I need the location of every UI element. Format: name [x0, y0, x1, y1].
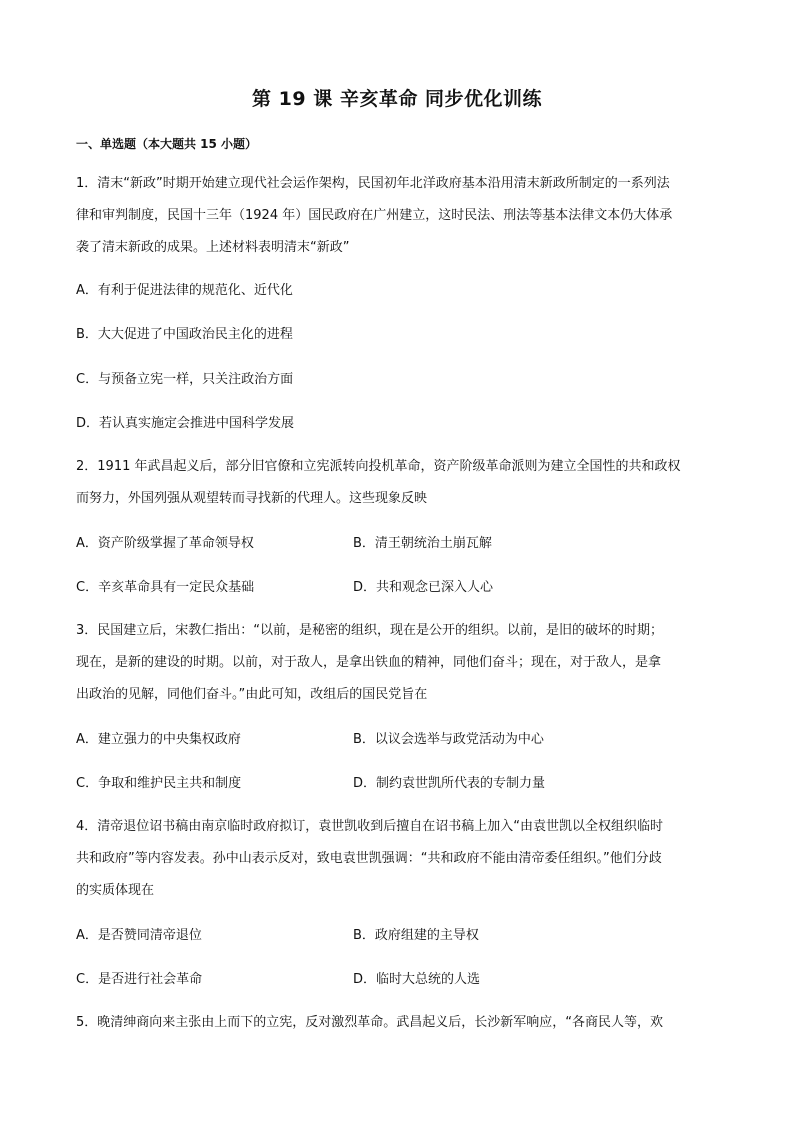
section-heading: 一、单选题（本大题共 15 小题）	[76, 137, 258, 151]
question-3-stem-line: 现在，是新的建设的时期。以前，对于敌人，是拿出铁血的精神，同他们奋斗；现在，对于敌人，是拿	[76, 655, 662, 670]
question-3-option-d[interactable]: D．制约袁世凯所代表的专制力量	[353, 776, 546, 791]
question-1-option-c[interactable]: C．与预备立宪一样，只关注政治方面	[76, 372, 294, 387]
question-1-option-a[interactable]: A．有利于促进法律的规范化、近代化	[76, 283, 293, 298]
question-4-option-b[interactable]: B．政府组建的主导权	[353, 928, 479, 943]
question-1-stem-line: 律和审判制度，民国十三年（1924 年）国民政府在广州建立，这时民法、刑法等基本法律文本仍大体承	[76, 208, 673, 223]
page-title: 第 19 课 辛亥革命 同步优化训练	[252, 88, 542, 110]
question-2-option-b[interactable]: B．清王朝统治土崩瓦解	[353, 536, 492, 551]
question-2-stem-line: 2．1911 年武昌起义后，部分旧官僚和立宪派转向投机革命，资产阶级革命派则为建立全国性的共和政权	[76, 459, 681, 474]
question-4-option-d[interactable]: D．临时大总统的人选	[353, 972, 481, 987]
question-1-option-b[interactable]: B．大大促进了中国政治民主化的进程	[76, 327, 293, 342]
question-1-option-d[interactable]: D．若认真实施定会推进中国科学发展	[76, 416, 295, 431]
question-4-stem-line: 4．清帝退位诏书稿由南京临时政府拟订，袁世凯收到后擅自在诏书稿上加入“由袁世凯以全权组织临时	[76, 819, 664, 834]
question-4-option-c[interactable]: C．是否进行社会革命	[76, 972, 203, 987]
question-1-stem-line: 1．清末“新政”时期开始建立现代社会运作架构，民国初年北洋政府基本沿用清末新政所制定的一系列法	[76, 176, 670, 191]
question-1-stem-line: 袭了清末新政的成果。上述材料表明清末“新政”	[76, 240, 350, 255]
question-2-option-c[interactable]: C．辛亥革命具有一定民众基础	[76, 580, 255, 595]
question-4-stem-line: 的实质体现在	[76, 883, 155, 898]
question-5-stem-line: 5．晚清绅商向来主张由上而下的立宪，反对激烈革命。武昌起义后，长沙新军响应，“各商民人等，欢	[76, 1015, 664, 1030]
question-2-stem-line: 而努力，外国列强从观望转而寻找新的代理人。这些现象反映	[76, 491, 428, 506]
question-3-option-c[interactable]: C．争取和维护民主共和制度	[76, 776, 242, 791]
question-3-option-b[interactable]: B．以议会选举与政党活动为中心	[353, 732, 544, 747]
question-3-stem-line: 3．民国建立后，宋教仁指出：“以前，是秘密的组织，现在是公开的组织。以前，是旧的破坏的时期；	[76, 623, 664, 638]
question-3-stem-line: 出政治的见解，同他们奋斗。”由此可知，改组后的国民党旨在	[76, 687, 428, 702]
question-4-option-a[interactable]: A．是否赞同清帝退位	[76, 928, 202, 943]
question-2-option-a[interactable]: A．资产阶级掌握了革命领导权	[76, 536, 254, 551]
question-3-option-a[interactable]: A．建立强力的中央集权政府	[76, 732, 241, 747]
question-4-stem-line: 共和政府”等内容发表。孙中山表示反对，致电袁世凯强调：“共和政府不能由清帝委任组织。”他们分歧	[76, 851, 662, 866]
question-2-option-d[interactable]: D．共和观念已深入人心	[353, 580, 494, 595]
